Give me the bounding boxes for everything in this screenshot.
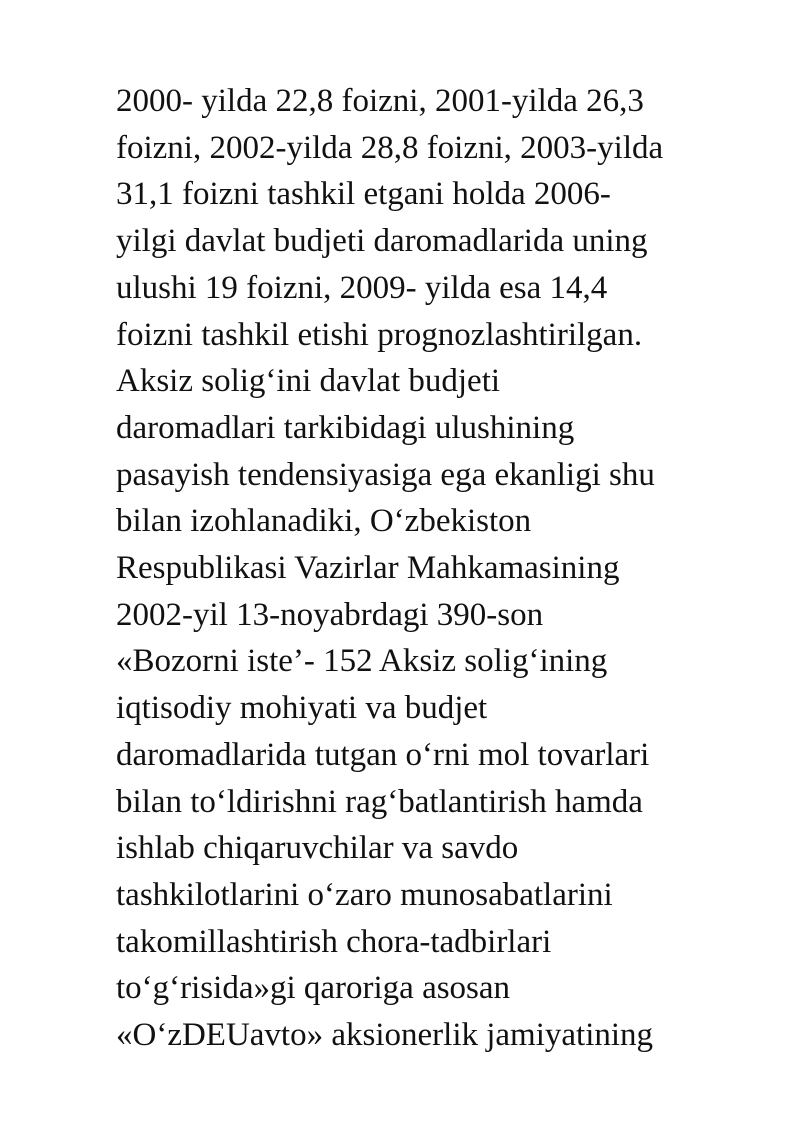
text-line: Aksiz solig‘ini davlat budjeti [116, 363, 501, 400]
text-line: ishlab chiqaruvchilar va savdo [116, 830, 519, 867]
text-line: tashkilotlarini o‘zaro munosabatlarini [116, 876, 613, 913]
text-line: foizni tashkil etishi prognozlashtirilgan. [116, 316, 643, 353]
text-line: takomillashtirish chora-tadbirlari [116, 923, 552, 960]
text-line: foizni, 2002-yilda 28,8 foizni, 2003-yilda [116, 129, 664, 166]
text-line: 2002-yil 13-noyabrdagi 390-son [116, 596, 544, 633]
text-line: 31,1 foizni tashkil etgani holda 2006- [116, 176, 611, 213]
text-line: bilan to‘ldirishni rag‘batlantirish hamda [116, 783, 643, 820]
text-line: bilan izohlanadiki, O‘zbekiston [116, 503, 532, 540]
text-line: «Bozorni iste’- 152 Aksiz solig‘ining [116, 643, 608, 680]
text-line: pasayish tendensiyasiga ega ekanligi shu [116, 456, 655, 493]
text-line: iqtisodiy mohiyati va budjet [116, 690, 488, 727]
body-text [116, 78, 756, 1059]
text-line: daromadlarida tutgan o‘rni mol tovarlari [116, 736, 650, 773]
text-line: ulushi 19 foizni, 2009- yilda esa 14,4 [116, 269, 608, 306]
text-line: daromadlari tarkibidagi ulushining [116, 409, 575, 446]
text-line: Respublikasi Vazirlar Mahkamasining [116, 550, 620, 587]
text-line: «O‘zDEUavto» aksionerlik jamiyatining [116, 1017, 654, 1054]
text-line: to‘g‘risida»gi qaroriga asosan [116, 970, 511, 1007]
text-line: 2000- yilda 22,8 foizni, 2001-yilda 26,3 [116, 83, 644, 119]
text-line: yilgi davlat budjeti daromadlarida uning [116, 223, 648, 260]
